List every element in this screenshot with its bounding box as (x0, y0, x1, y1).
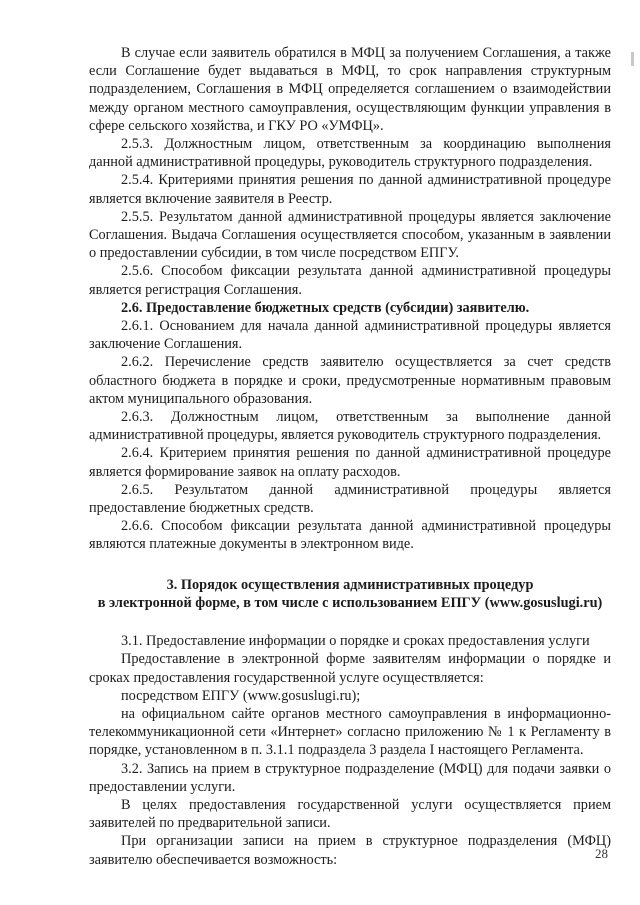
paragraph-3-1: 3.1. Предоставление информации о порядке и сроках предоставления услуги (121, 633, 590, 650)
paragraph-2-6-4: 2.6.4. Критерием принятия решения по данной административной процедуре является формирование заявок на оплату расходов. (89, 445, 611, 480)
paragraph-3-2: 3.2. Запись на прием в структурное подразделение (МФЦ) для подачи заявки о предоставлении услуги. (89, 760, 611, 795)
paragraph-2-6-6: 2.6.6. Способом фиксации результата данной административной процедуры являются платежные документы в электронном виде. (89, 518, 611, 553)
paragraph-mfc-agreement: В случае если заявитель обратился в МФЦ за получением Соглашения, а также если Соглашение будет выдаваться в МФЦ, то срок направления структурным подразделением, Соглашения в МФЦ определяется соглашением о взаимодействии между органом местного самоуправления, осуществляющим функции управления в сфере сельского хозяйства, и ГКУ РО «УМФЦ». (89, 45, 611, 134)
paragraph-via-epgu: посредством ЕПГУ (www.gosuslugi.ru); (121, 687, 361, 704)
paragraph-2-6-1: 2.6.1. Основанием для начала данной административной процедуры является заключение Соглашения. (89, 318, 611, 353)
subsection-heading-2-6: 2.6. Предоставление бюджетных средств (субсидии) заявителю. (121, 299, 530, 316)
paragraph-2-5-6: 2.5.6. Способом фиксации результата данной административной процедуры является регистрация Соглашения. (89, 263, 611, 298)
section-3-heading-line2: в электронной форме, в том числе с использованием ЕПГУ (www.gosuslugi.ru) (97, 594, 603, 611)
paragraph-2-5-4: 2.5.4. Критериями принятия решения по данной административной процедуре является включение заявителя в Реестр. (89, 172, 611, 207)
paragraph-2-6-3: 2.6.3. Должностным лицом, ответственным за выполнение данной административной процедуры, является руководитель структурного подразделения. (89, 409, 611, 444)
paragraph-2-6-2: 2.6.2. Перечисление средств заявителю осуществляется за счет средств областного бюджета в порядке и сроки, предусмотренные нормативным правовым актом муниципального образования. (89, 354, 611, 407)
section-3-heading-line1: 3. Порядок осуществления административных процедур (166, 576, 534, 593)
paragraph-2-5-3: 2.5.3. Должностным лицом, ответственным за координацию выполнения данной административной процедуры, руководитель структурного подразделения. (89, 136, 611, 171)
paragraph-appointment: В целях предоставления государственной услуги осуществляется прием заявителей по предварительной записи. (89, 796, 611, 832)
section-3-heading (89, 576, 611, 612)
page-content (89, 44, 611, 869)
page-number: 28 (595, 846, 608, 861)
paragraph-2-6-5: 2.6.5. Результатом данной административной процедуры является предоставление бюджетных средств. (89, 481, 611, 517)
paragraph-electronic-info: Предоставление в электронной форме заявителям информации о порядке и сроках предоставления государственной услуге осуществляется: (89, 651, 611, 686)
paragraph-official-site: на официальном сайте органов местного самоуправления в информационно-телекоммуникационной сети «Интернет» согласно приложению № 1 к Регламенту в порядке, установленном в п. 3.1.1 подраздела 3 раздела I настоящего Регламента. (89, 705, 611, 759)
paragraph-2-5-5: 2.5.5. Результатом данной административной процедуры является заключение Соглашения. Выдача Соглашения осуществляется способом, указанным в заявлении о предоставлении субсидии, в том числе посредством ЕПГУ. (89, 208, 611, 262)
paragraph-booking-possibility: При организации записи на прием в структурное подразделения (МФЦ) заявителю обеспечивается возможность: (89, 833, 611, 868)
scan-artifact (631, 52, 634, 66)
